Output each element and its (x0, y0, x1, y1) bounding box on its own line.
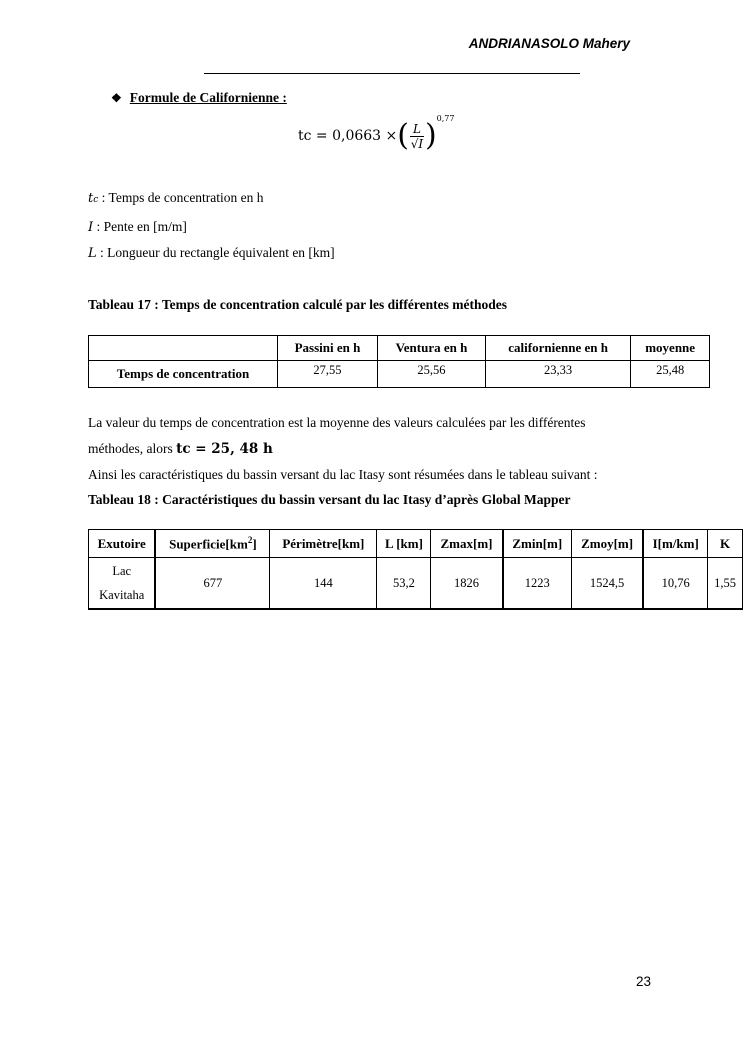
table17-caption: Tableau 17 : Temps de concentration calculé par les différentes méthodes (88, 297, 507, 312)
page-number: 23 (636, 974, 652, 989)
table-header-cell: Zmoy[m] (572, 530, 644, 558)
table-cell-exutoire (89, 558, 156, 610)
table-cell: 25,48 (631, 361, 710, 388)
table-row-label: Temps de concentration (89, 361, 278, 388)
definition-text: : Longueur du rectangle équivalent en [km] (96, 245, 335, 260)
paragraph-line-2-prefix: méthodes, alors (88, 441, 173, 456)
table18-caption: Tableau 18 : Caractéristiques du bassin versant du lac Itasy d’après Global Mapper (88, 492, 571, 507)
paragraph-line-1: La valeur du temps de concentration est la moyenne des valeurs calculées par les différentes (88, 415, 586, 430)
table-header-cell: K (708, 530, 743, 558)
exutoire-line-1: Lac (112, 564, 132, 578)
formula-heading-title: Formule de Californienne : (129, 90, 287, 105)
table-cell: 10,76 (643, 558, 708, 610)
tc-result: tc = 25, 48 h (176, 441, 273, 457)
table-header-cell (89, 336, 278, 361)
table-cell: 677 (155, 558, 269, 610)
table-cell: 1,55 (708, 558, 743, 610)
table-header-cell: L [km] (377, 530, 431, 558)
definition-text: : Temps de concentration en h (98, 190, 264, 205)
table17 (88, 335, 710, 388)
header-author: ANDRIANASOLO Mahery (468, 36, 630, 51)
formula-open-paren: ( (397, 118, 409, 153)
formula-denominator-var: I (418, 136, 424, 151)
table-cell: 25,56 (377, 361, 485, 388)
definition-i (88, 219, 187, 235)
formula-exponent: 0,77 (436, 114, 455, 123)
superficie-superscript: 2 (247, 534, 253, 545)
superficie-close: ] (252, 536, 257, 552)
paragraph-line-2 (88, 441, 273, 457)
superficie-label: Superficie[km (169, 536, 248, 552)
table-header-row (89, 336, 710, 361)
table-header-cell: I[m/km] (643, 530, 708, 558)
table-header-cell: Zmin[m] (503, 530, 572, 558)
table-header-cell: Passini en h (278, 336, 378, 361)
table-cell: 23,33 (485, 361, 630, 388)
diamond-bullet-icon: ❖ (111, 90, 122, 105)
definition-text: : Pente en [m/m] (93, 219, 187, 234)
table-header-cell: moyenne (631, 336, 710, 361)
table-cell: 1223 (503, 558, 572, 610)
definition-symbol: I (88, 220, 94, 235)
table-header-cell (155, 530, 269, 558)
table-header-cell: Ventura en h (377, 336, 485, 361)
formula-numerator: L (410, 122, 424, 137)
formula-heading (111, 90, 287, 106)
definition-subscript: c (93, 195, 99, 205)
formula-denominator: √I (410, 136, 424, 151)
definition-symbol: t (88, 191, 94, 206)
formula-close-paren: ) (424, 118, 437, 153)
table-header-cell: Exutoire (89, 530, 156, 558)
formula-lhs: tc = 0,0663 × (298, 128, 398, 144)
header-rule (204, 73, 580, 74)
paragraph-line-3: Ainsi les caractéristiques du bassin versant du lac Itasy sont résumées dans le tableau suivant : (88, 467, 598, 482)
definition-symbol: L (88, 246, 97, 261)
table-row (89, 361, 710, 388)
table-row (89, 558, 743, 610)
table-cell: 1826 (431, 558, 503, 610)
exutoire-line-2: Kavitaha (99, 588, 145, 602)
formula-fraction (410, 122, 424, 151)
table-header-row (89, 530, 743, 558)
definition-tc (88, 190, 264, 206)
table-cell: 27,55 (278, 361, 378, 388)
table-header-cell: californienne en h (485, 336, 630, 361)
table-header-cell: Zmax[m] (431, 530, 503, 558)
table-cell: 1524,5 (572, 558, 644, 610)
definition-l (88, 245, 335, 261)
californienne-formula (298, 116, 454, 156)
table-header-cell: Périmètre[km] (270, 530, 377, 558)
table18 (88, 529, 743, 610)
table-cell: 144 (270, 558, 377, 610)
table-cell: 53,2 (377, 558, 431, 610)
